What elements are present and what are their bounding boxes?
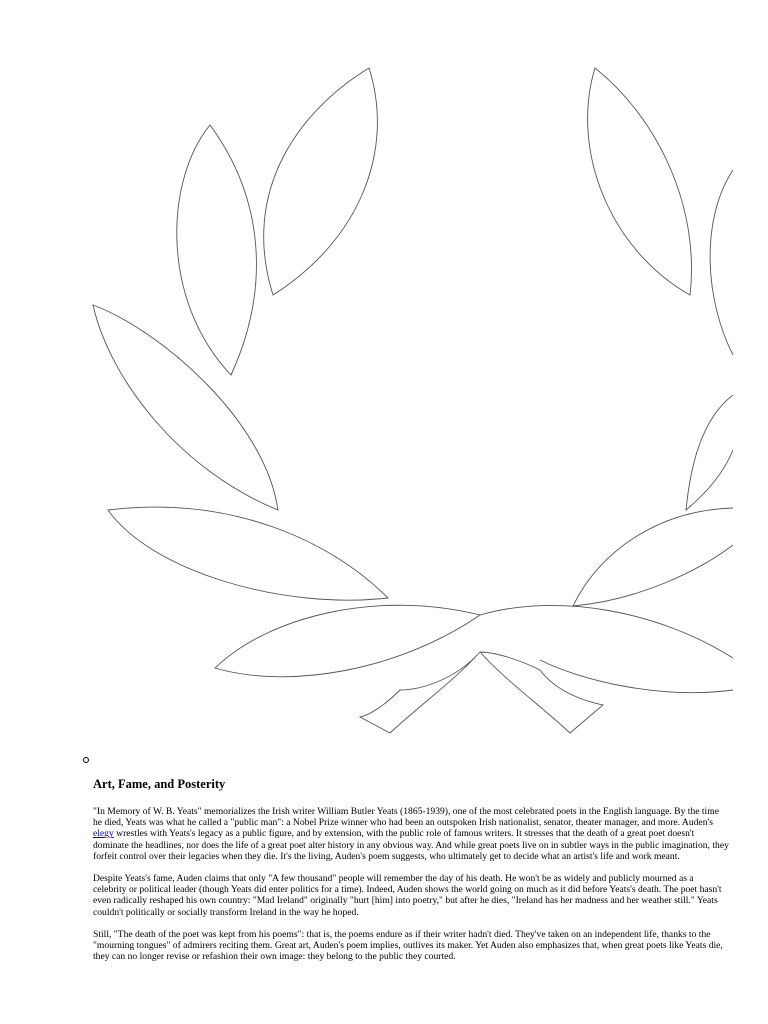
paragraph-1-text-b: wrestles with Yeats's legacy as a public figure, and by extension, with the public role of famous writers. It stresses that the death of a great poet doesn't dominate the headlines, nor does the life of a great poet alter history in any obvious way. And while great poets live on in subtler ways in the public imagination, they forfeit control over their legacies when they die. It's the living, Auden's poem suggests, who ultimately get to decide what an artist's life and work meant. bbox=[93, 828, 729, 862]
leaf-left-5 bbox=[215, 605, 480, 677]
leaf-right-5 bbox=[480, 605, 733, 658]
section-heading: Art, Fame, and Posterity bbox=[93, 777, 226, 791]
paragraph-1-text-a: "In Memory of W. B. Yeats" memorializes the Irish writer William Butler Yeats (1865-1939), one of the most celebrated poets in the English language. By the time he died, Yeats was what he called a "public man": a Nobel Prize winner who had been an outspoken Irish nationalist, senator, theater manager, and more. Auden's bbox=[93, 806, 719, 829]
paragraph-3: Still, "The death of the poet was kept from his poems": that is, the poems endure as if their writer hadn't died. They've taken on an independent life, thanks to the "mourning tongues" of admirers reciting them. Great art, Auden's poem implies, outlives its maker. Yet Auden also emphasizes that, when great poets like Yeats die, they can no longer revise or refashion their own image: they belong to the public they courted. bbox=[93, 928, 723, 963]
leaf-right-4 bbox=[573, 508, 733, 606]
list-bullet-icon bbox=[83, 757, 89, 763]
leaf-left-3 bbox=[93, 305, 278, 510]
leaf-right-6 bbox=[540, 660, 733, 693]
paragraph-1 bbox=[93, 806, 729, 862]
leaf-right-3 bbox=[686, 395, 733, 510]
leaf-right-1 bbox=[588, 68, 692, 295]
leaf-left-1 bbox=[264, 68, 378, 295]
leaf-left-4 bbox=[108, 507, 388, 600]
leaf-right-2 bbox=[710, 170, 733, 355]
ribbon bbox=[360, 652, 603, 733]
leaf-left-2 bbox=[177, 125, 257, 375]
article-section bbox=[93, 776, 729, 973]
paragraph-2: Despite Yeats's fame, Auden claims that only "A few thousand" people will remember the day of his death. He won't be as widely and publicly mourned as a celebrity or political leader (though Yeats did enter politics for a time). Indeed, Auden shows the world going on much as it did before Yeats's death. The poet hasn't even radically reshaped his own country: "Mad Ireland" originally "hurt [him] into poetry," but after he dies, "Ireland has her madness and her weather still." Yeats couldn't politically or socially transform Ireland in the way he hoped. bbox=[93, 873, 722, 918]
elegy-link[interactable]: elegy bbox=[93, 828, 114, 840]
